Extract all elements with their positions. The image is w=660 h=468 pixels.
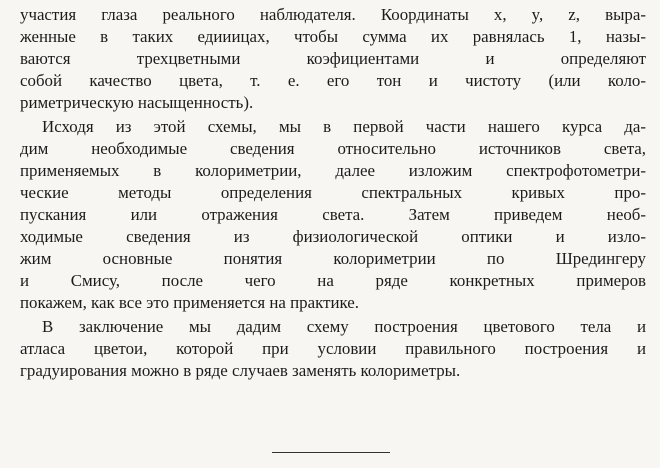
text-line: применяемых в колориметрии, далее изложим спектрофотометри- — [20, 161, 646, 180]
text-line: ческие методы определения спектральных кривых про- — [20, 183, 646, 202]
paragraph-2 — [20, 116, 646, 314]
paragraph-3 — [20, 316, 646, 382]
text-line: атласа цветои, которой при условии правильного построения и — [20, 339, 646, 358]
section-end-rule — [272, 452, 390, 453]
text-line: ваются трехцветными коэфициентами и определяют — [20, 49, 646, 68]
text-line: В заключение мы дадим схему построения цветового тела и — [42, 317, 646, 336]
text-line: собой качество цвета, т. е. его тон и чистоту (или коло- — [20, 71, 646, 90]
paragraph-1 — [20, 4, 646, 114]
text-line: риметрическую насыщенность). — [20, 93, 254, 112]
text-line: участия глаза реального наблюдателя. Координаты x, y, z, выра- — [20, 5, 646, 24]
text-line: Исходя из этой схемы, мы в первой части нашего курса да- — [42, 117, 646, 136]
text-line: дим необходимые сведения относительно источников света, — [20, 139, 646, 158]
text-line: женные в таких едииицах, чтобы сумма их равнялась 1, назы- — [20, 27, 646, 46]
text-line: ходимые сведения из физиологической оптики и изло- — [20, 227, 646, 246]
text-line: пускания или отражения света. Затем приведем необ- — [20, 205, 646, 224]
text-line: градуирования можно в ряде случаев заменять колориметры. — [20, 361, 461, 380]
text-line: покажем, как все это применяется на практике. — [20, 293, 359, 312]
text-line: и Смису, после чего на ряде конкретных примеров — [20, 271, 646, 290]
text-line: жим основные понятия колориметрии по Шредингеру — [20, 249, 646, 268]
